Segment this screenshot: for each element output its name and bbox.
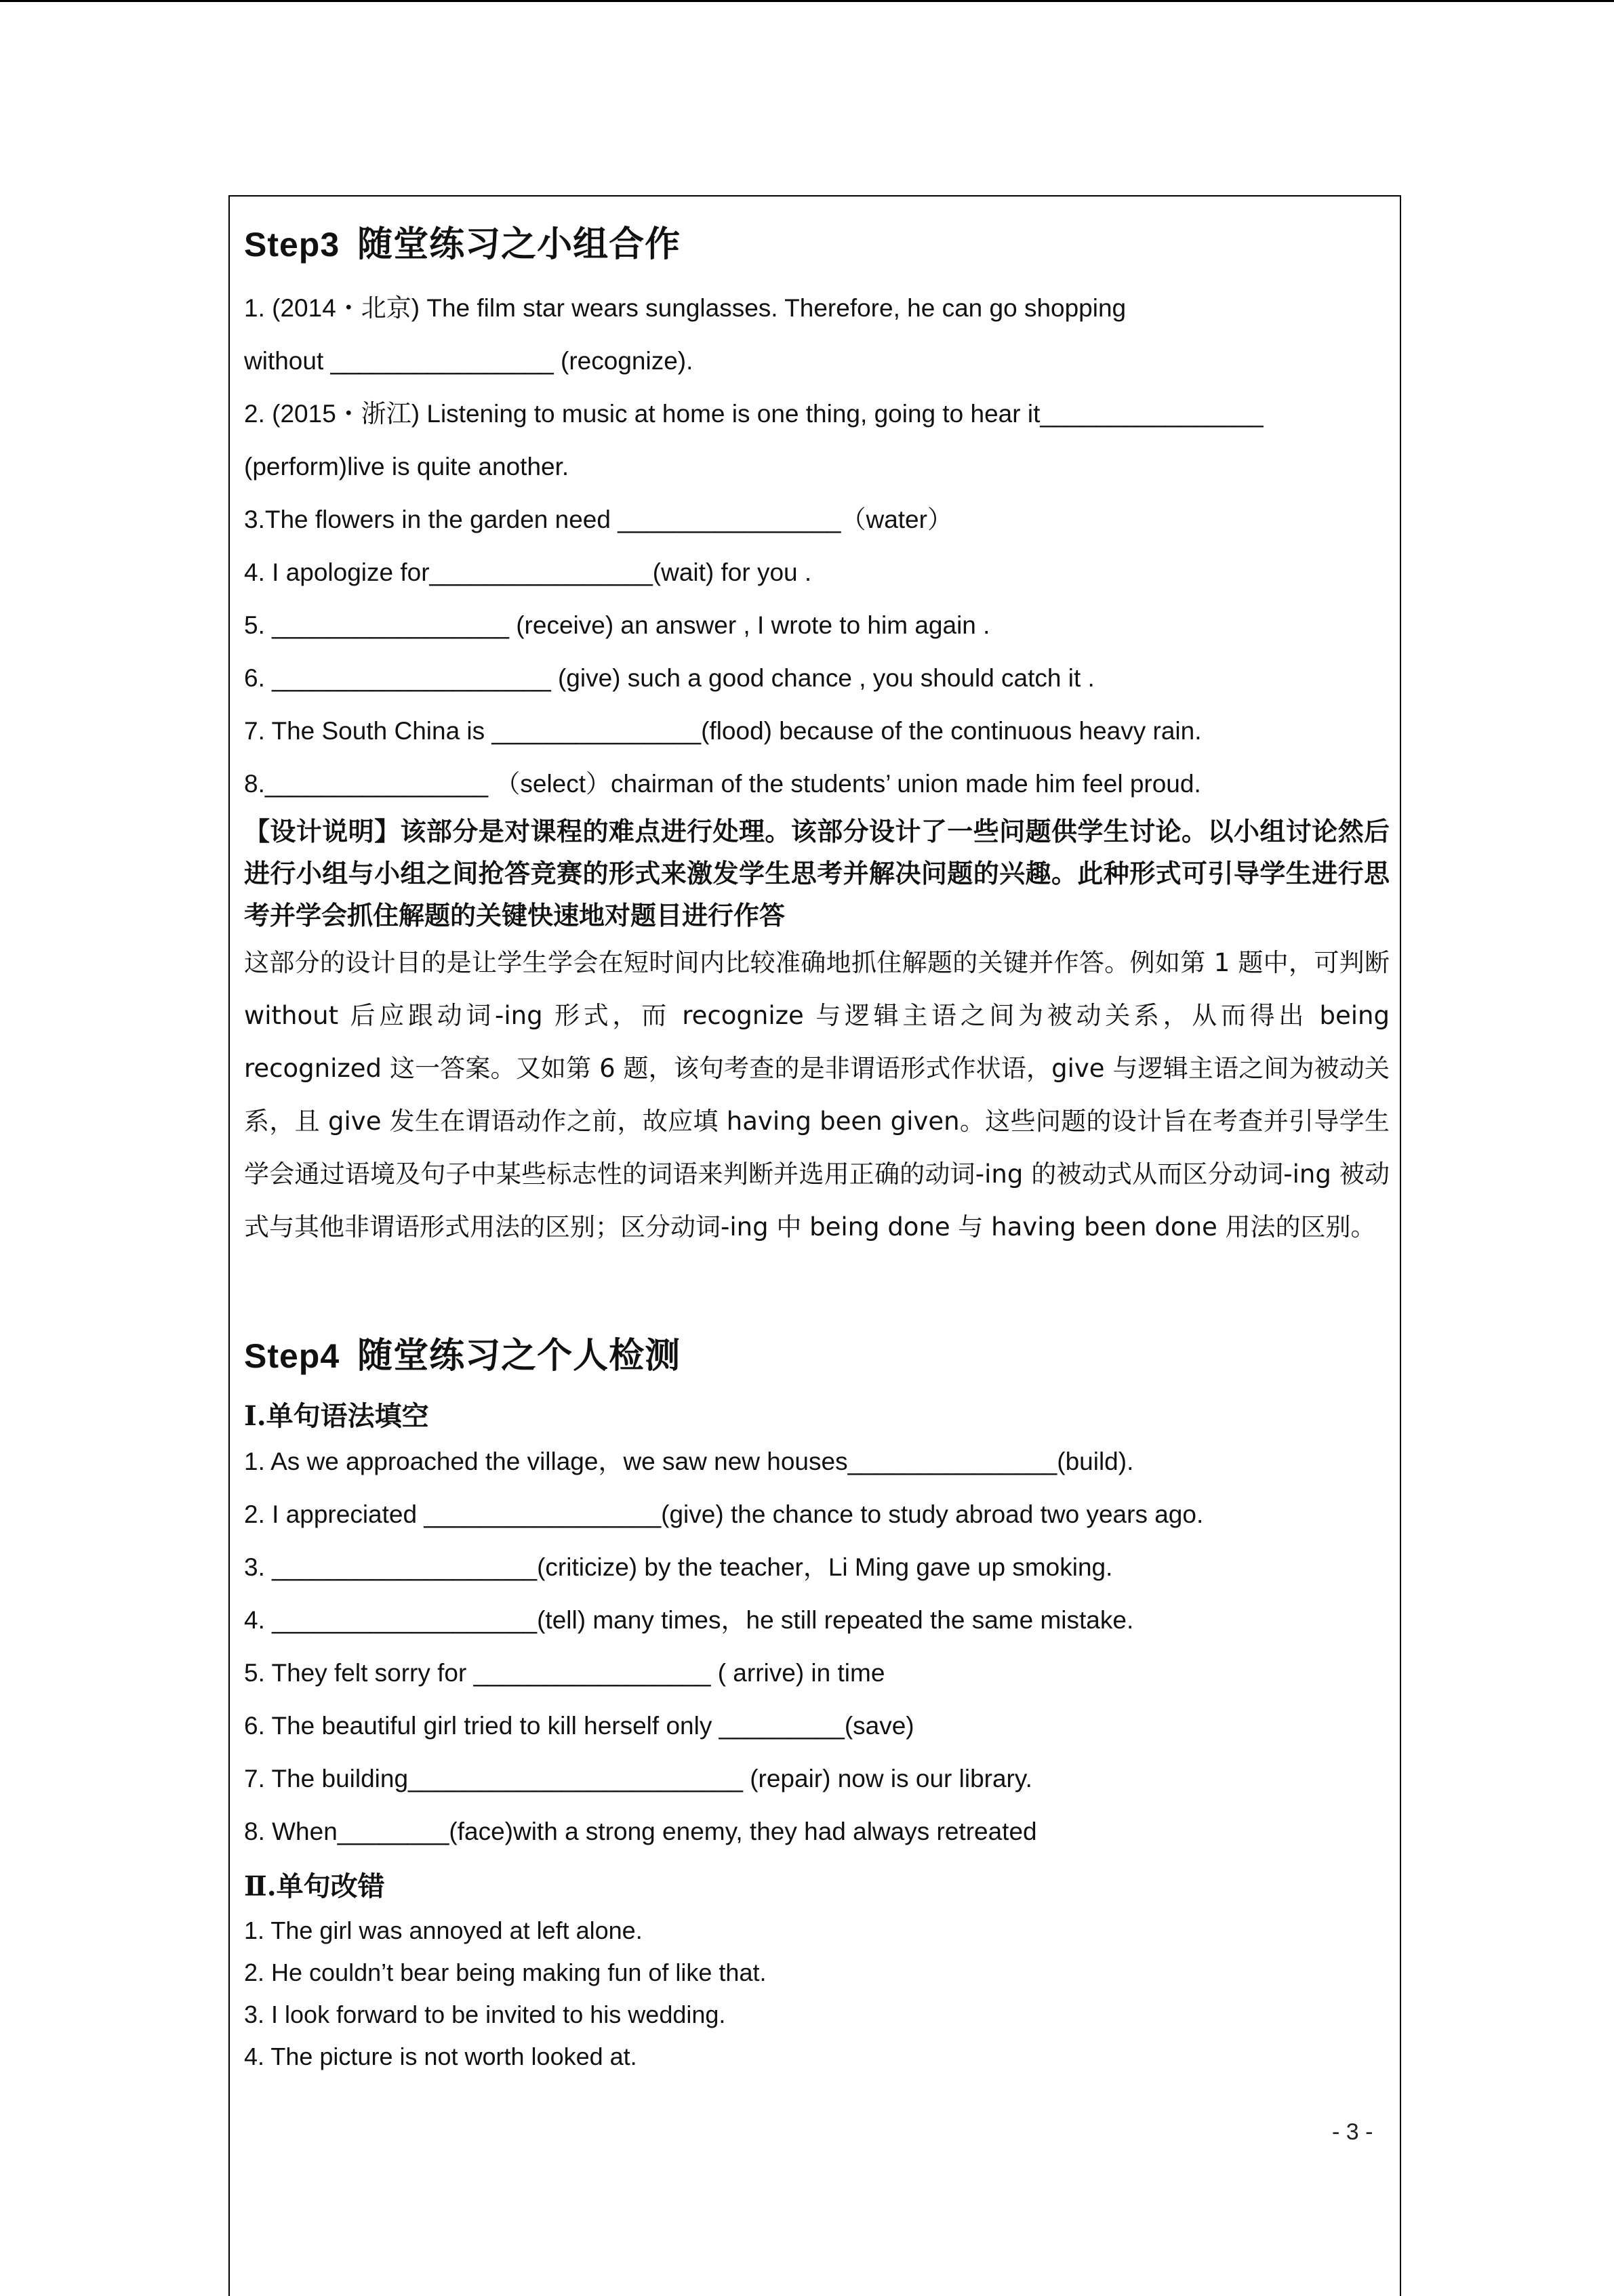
design-note: 【设计说明】该部分是对课程的难点进行处理。该部分设计了一些问题供学生讨论。以小组讨论然后进行小组与小组之间抢答竞赛的形式来激发学生思考并解决问题的兴趣。此种形式可引导学生进行思考并学会抓住解题的关键快速地对题目进行作答 — [244, 817, 1390, 930]
part2-item: 3. I look forward to be invited to his wedding. — [244, 2001, 726, 2028]
part2-title: Ⅱ.单句改错 — [244, 1870, 385, 1902]
design-explanation: 这部分的设计目的是让学生学会在短时间内比较准确地抓住解题的关键并作答。例如第 1 题中，可判断 without 后应跟动词-ing 形式，而 recognize 与逻辑主语之间为被动关系，从而得出 being recognized 这一答案。又如第 6 题，该句考查的是非谓语形式作状语，give 与逻辑主语之间为被动关系，且 give 发生在谓语动作之前，故应填 having been given。这些问题的设计旨在考查并引导学生学会通过语境及句子中某些标志性的词语来判断并选用正确的动词-ing 的被动式从而区分动词-ing 被动式与其他非谓语形式用法的区别；区分动词-ing 中 being done 与 having been done 用法的区别。 — [244, 948, 1390, 1242]
step4-label: Step4 — [244, 1337, 340, 1375]
step3-label: Step3 — [244, 226, 340, 264]
part1-title: Ⅰ.单句语法填空 — [244, 1400, 429, 1432]
part2-item: 2. He couldn’t bear being making fun of like that. — [244, 1959, 767, 1986]
page-number: - 3 - — [1332, 2119, 1373, 2145]
step3-q6: 6. ____________________ (give) such a good chance , you should catch it . — [244, 664, 1095, 692]
part1-item: 4. ___________________(tell) many times，he still repeated the same mistake. — [244, 1606, 1134, 1634]
step3-q1-line2: without ________________ (recognize). — [244, 347, 693, 375]
step3-q5: 5. _________________ (receive) an answer , I wrote to him again . — [244, 611, 990, 639]
step3-q4: 4. I apologize for________________(wait) for you . — [244, 558, 812, 586]
part1-item: 8. When________(face)with a strong enemy, they had always retreated — [244, 1818, 1037, 1845]
part1-item: 2. I appreciated _________________(give) the chance to study abroad two years ago. — [244, 1500, 1204, 1528]
step3-heading — [244, 216, 1390, 266]
step3-q8: 8.________________ （select）chairman of the students’ union made him feel proud. — [244, 770, 1201, 798]
step4-heading — [244, 1327, 1390, 1378]
step3-title: 随堂练习之小组合作 — [357, 224, 681, 265]
step3-q2-line1: 2. (2015・浙江) Listening to music at home is one thing, going to hear it________________ — [244, 400, 1264, 428]
part1-item: 6. The beautiful girl tried to kill herself only _________(save) — [244, 1712, 914, 1740]
step3-q2-line2: (perform)live is quite another. — [244, 453, 569, 480]
part1-item: 7. The building________________________ (repair) now is our library. — [244, 1765, 1032, 1792]
part1-item: 3. ___________________(criticize) by the teacher，Li Ming gave up smoking. — [244, 1553, 1113, 1581]
part1-item: 5. They felt sorry for _________________ ( arrive) in time — [244, 1659, 885, 1687]
step3-q3: 3.The flowers in the garden need ________________（water） — [244, 506, 952, 533]
step4-title: 随堂练习之个人检测 — [357, 1335, 681, 1376]
part1-item: 1. As we approached the village，we saw new houses_______________(build). — [244, 1448, 1134, 1475]
top-rule — [0, 0, 1614, 2]
part2-item: 1. The girl was annoyed at left alone. — [244, 1916, 643, 1944]
part2-item: 4. The picture is not worth looked at. — [244, 2043, 637, 2070]
step3-q1-line1: 1. (2014・北京) The film star wears sunglasses. Therefore, he can go shopping — [244, 294, 1127, 322]
step3-q7: 7. The South China is _______________(flood) because of the continuous heavy rain. — [244, 717, 1202, 745]
